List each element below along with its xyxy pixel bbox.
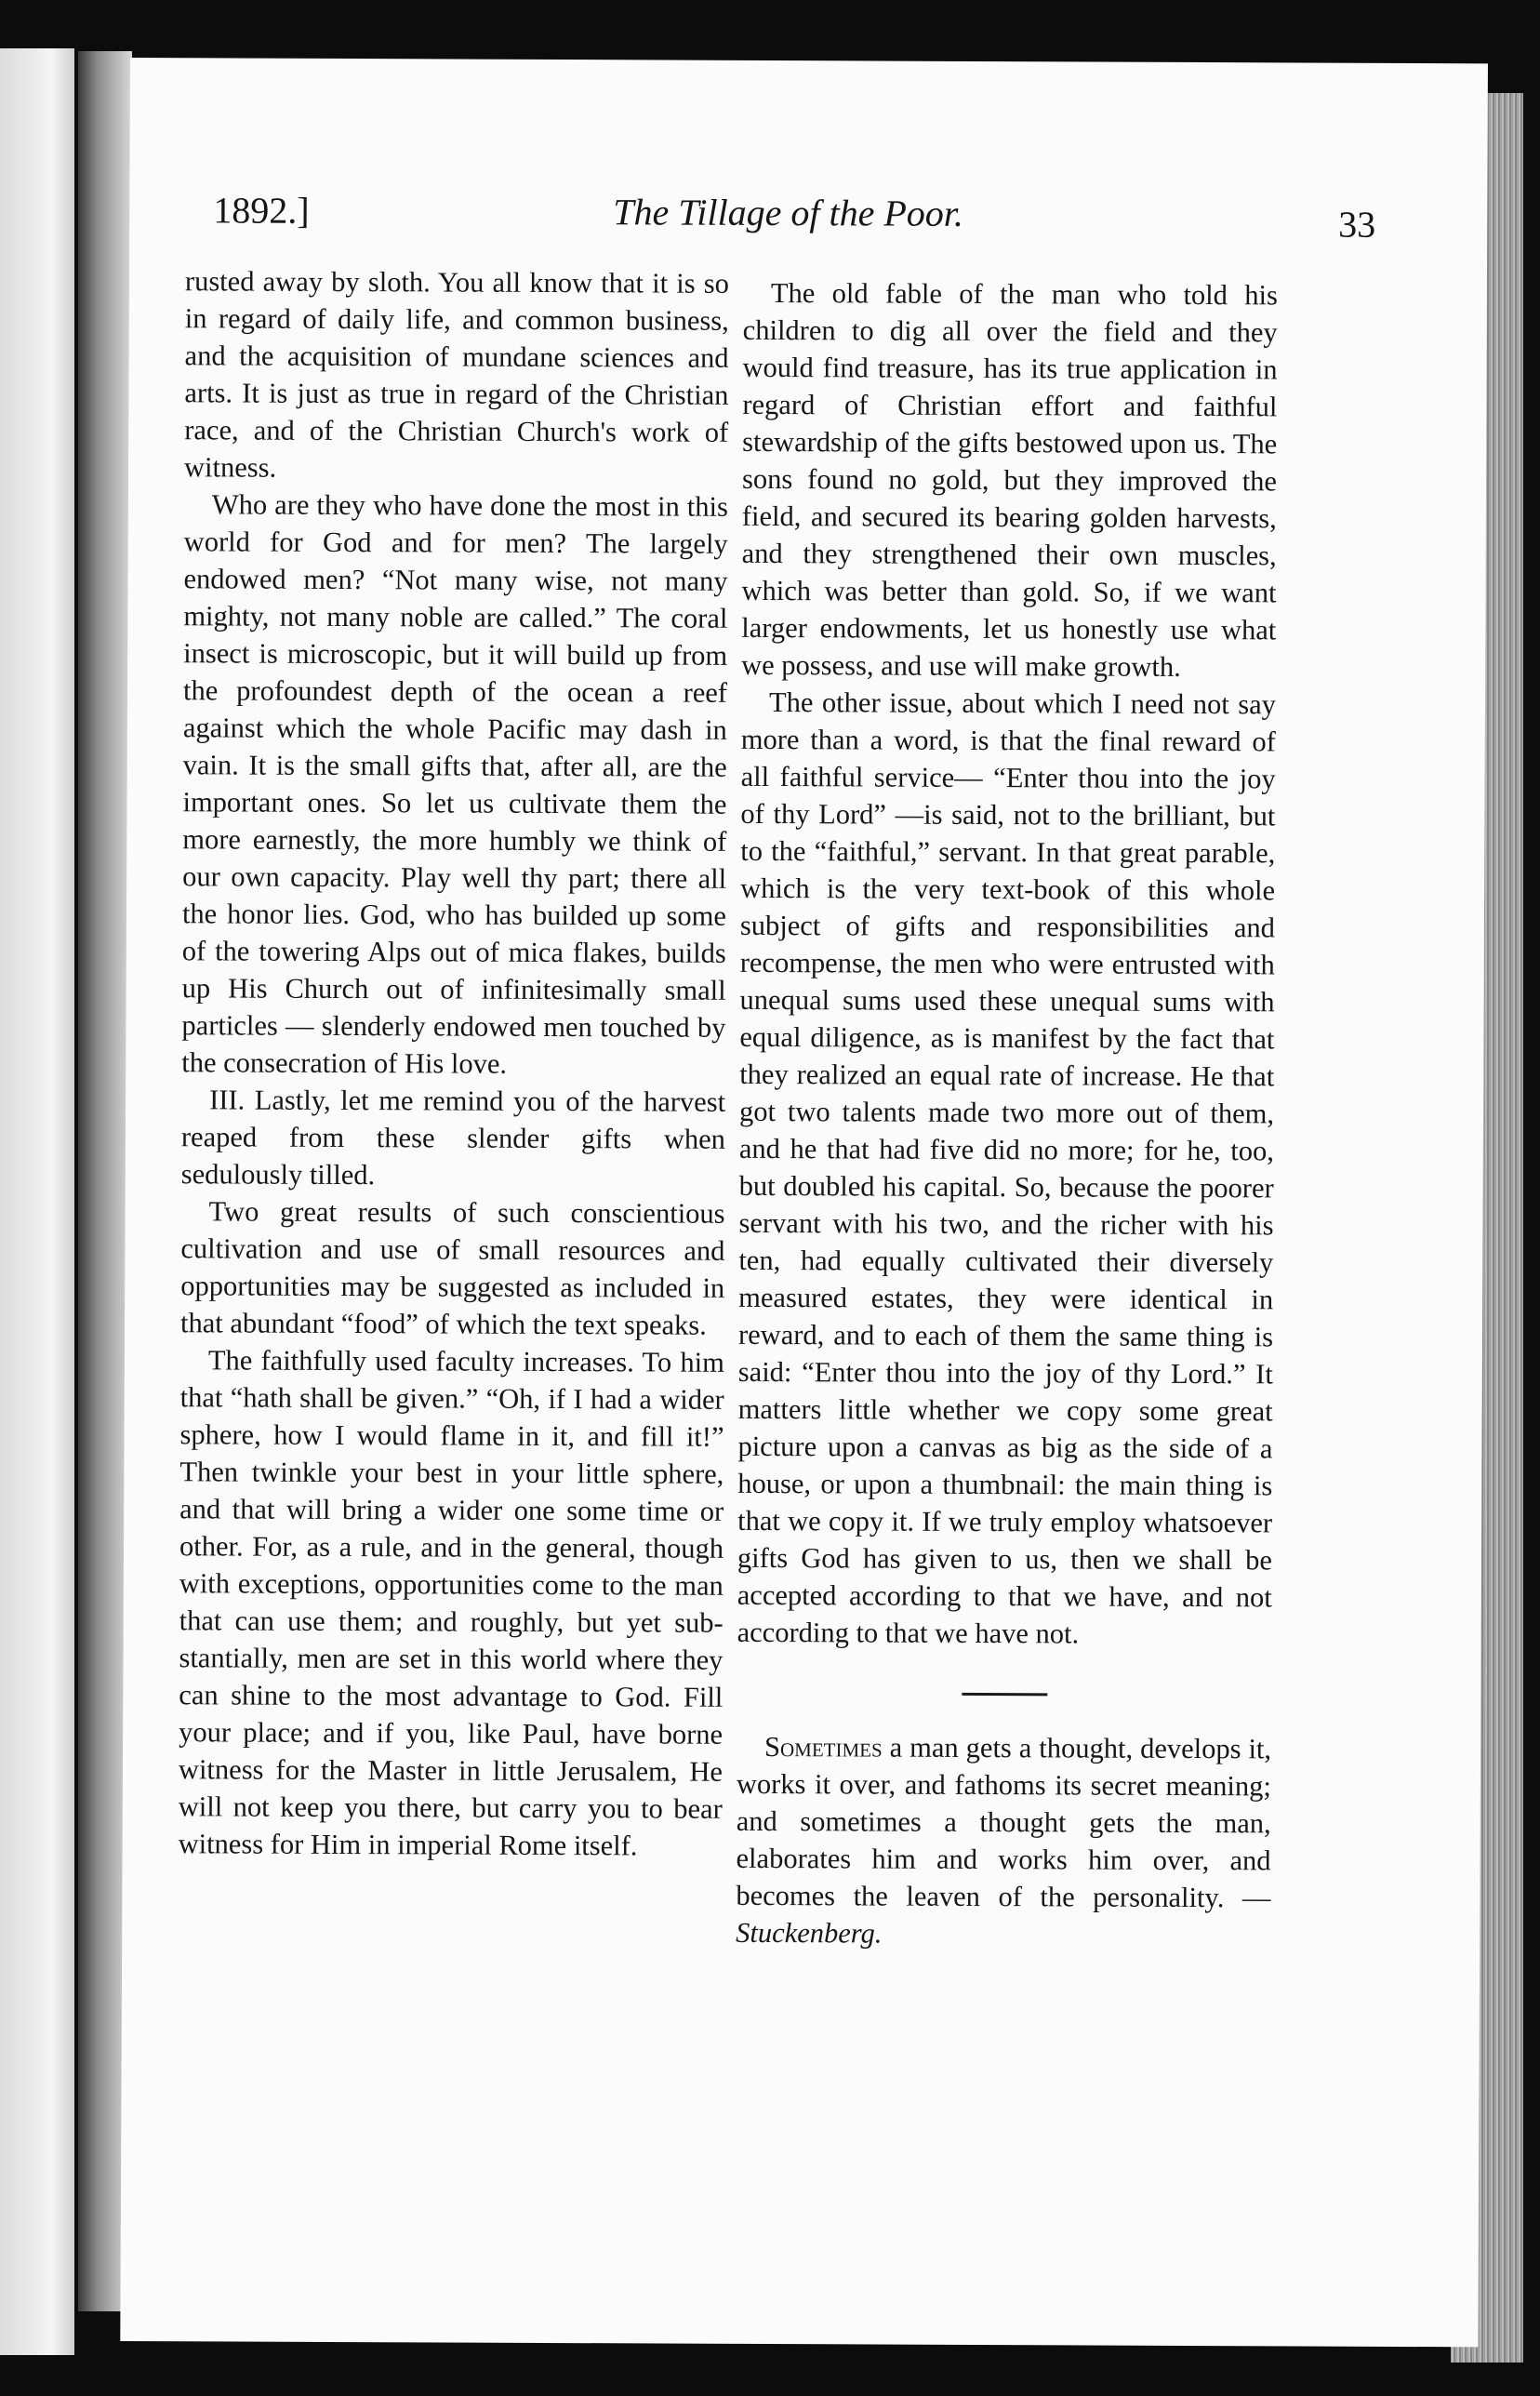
paragraph: Two great results of such conscientious cultivation and use of small resources and opportunities may be suggested as included in that abundant “food” of which the text speaks. [179, 1195, 725, 1341]
paragraph: The faithfully used faculty increases. To him that “hath shall be given.” “Oh, if I had a wider sphere, how I would flame in it, and fill it!” Then twinkle your best in your little sphere, and that will bring a wider one some time or other. For, as a rule, and in the general, though with exceptions, opportunities come to the man that can use them; and roughly, but yet substantially, men are set in this world where they can shine to the most advantage to God. Fill your place; and if you, like Paul, have borne witness for the Master in little Jerusalem, He will not keep you there, but carry you to bear witness for Him in imperial Rome itself. [178, 1344, 724, 1862]
paragraph: The old fable of the man who told his children to dig all over the field and they would find treasure, has its true application in regard of Christian effort and faithful stewardship of the gifts bestowed upon us. The sons found no gold, but they improved the field, and secured its bearing golden harvests, and they strengthened their own muscles, which was better than gold. So, if we want larger endowments, let us honestly use what we possess, and use will make growth. [741, 277, 1278, 683]
book-page [120, 58, 1488, 2347]
page-number: 33 [1338, 203, 1376, 246]
paragraph: The other issue, about which I need not say more than a word, is that the final reward of all faithful service— “Enter thou into the joy of thy Lord” —is said, not to the brilliant, but to the “faithful,” servant. In that great parable, which is the very text-book of this whole subject of gifts and responsibilities and recompense, the men who were entrusted with unequal sums used these unequal sums with equal diligence, as is manifest by the fact that they realized an equal rate of increase. He that got two talents made two more out of them, and he that had five did no more; for he, too, but doubled his capital. So, because the poorer servant with his two, and the richer with his ten, had equally cultivated their diversely measured estates, they were identical in reward, and to each of them the same thing is said: “Enter thou into the joy of thy Lord.” It matters little whether we copy some great picture upon a canvas as big as the side of a house, or upon a thumbnail: the main thing is that we copy it. If we truly employ whatsoever gifts God has given to us, then we shall be accepted according to that we have, and not according to that we have not. [737, 686, 1277, 1650]
quote-author: Stuckenberg. [736, 1916, 883, 1950]
closing-quote [736, 1728, 1271, 1954]
facing-page-edge [0, 48, 74, 2355]
running-head [213, 188, 1375, 267]
running-head-title: The Tillage of the Poor. [613, 191, 964, 234]
quote-body: a man gets a thought, develops it, works it over, and fathoms its secret meaning; and sometimes a thought gets the man, elaborates him and works him over, and becomes the leaven of the personality. — [736, 1731, 1272, 1914]
paragraph: rusted away by sloth. You all know that it is so in regard of daily life, and common business, and the acquisition of mundane sciences and arts. It is just as true in regard of the Christian race, and of the Christian Church's work of witness. [184, 265, 730, 484]
quote-lead: Sometimes [764, 1730, 883, 1764]
right-column [736, 274, 1278, 1953]
paragraph: Who are they who have done the most in this world for God and for men? The largely endowed men? “Not many wise, not many mighty, not many noble are called.” The coral insect is microscopic, but it will build up from the profoundest depth of the ocean a reef against which the whole Pacific may dash in vain. It is the small gifts that, after all, are the important ones. So let us cultivate them the more earnestly, the more humbly we think of our own capacity. Play well thy part; there all the honor lies. God, who has builded up some of the towering Alps out of mica flakes, builds up His Church out of infinitesimally small particles — slenderly endowed men touched by the consecration of His love. [181, 488, 728, 1080]
left-column [179, 262, 729, 1865]
paragraph: III. Lastly, let me remind you of the harvest reaped from these slender gifts when sedulously tilled. [180, 1084, 726, 1191]
quote-paragraph [736, 1728, 1271, 1954]
section-divider [962, 1693, 1047, 1696]
running-head-year: 1892.] [213, 189, 310, 232]
